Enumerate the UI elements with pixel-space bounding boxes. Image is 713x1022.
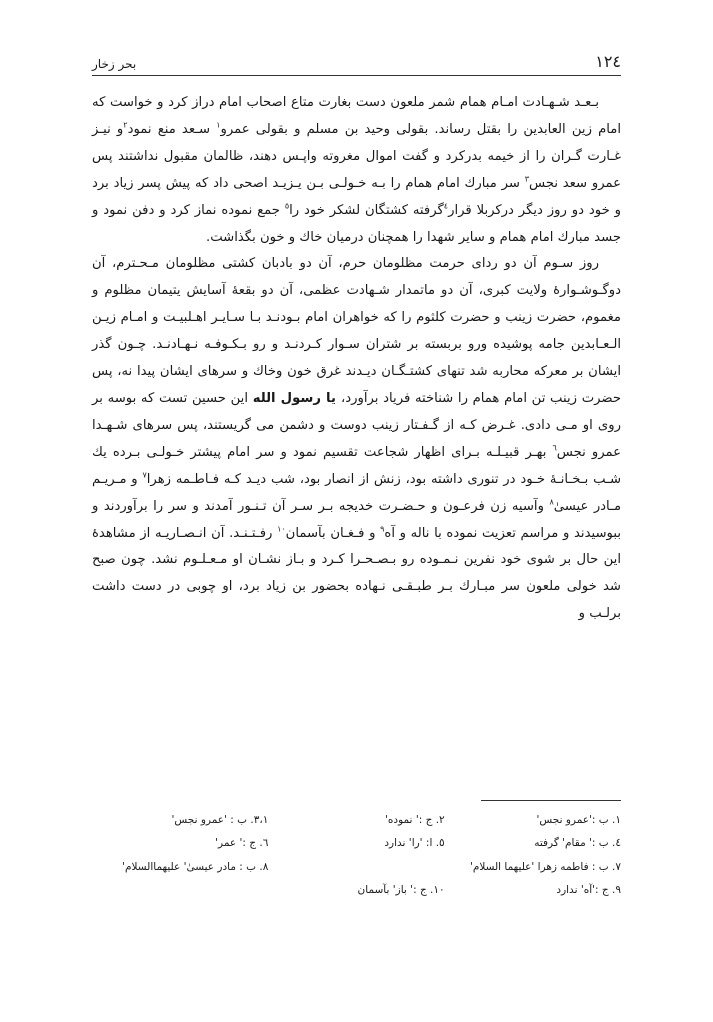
footnote-ref: ٥ — [284, 201, 290, 211]
footnote: ٨. ب : مادر عیسیٰ' علیهماالسلام' — [122, 860, 269, 873]
footnote-row — [92, 808, 621, 832]
text-run: و مـریـم مـادر عیسیٰ — [92, 471, 622, 514]
footnote: ١٠. ج :' باز' بآسمان — [357, 884, 445, 897]
footnote-ref: ٩ — [380, 524, 385, 534]
footnote: ٤. ب :' مقام' گرفته — [534, 837, 621, 850]
text-run: بهـر قبیـلـه بـرای اظهار شجاعت تقسیم نمود و سر امام پیشتر خـولـی بـرده یك شـب بـخـانـۀ خـود در تنوری داشته بود، زنش از انصار بود، شب دیـد کـه فـاطـمه زهرا — [92, 444, 621, 487]
body-text — [92, 90, 621, 628]
paragraph — [92, 90, 621, 251]
text-run: بـعـد شـهـادت امـام همام شمر ملعون دست بغارت متاع اصحاب امام دراز کرد و خواست که امام زین العابدین را بقتل رساند. بقولی وحید بن مسلم و بقولی عمرو — [92, 95, 621, 137]
text-run: جمع نموده نماز کرد و دفن نمود و جسد مبارك امام همام و سایر شهدا را همچنان درمیان خاك و خون بگذاشت. — [92, 202, 621, 245]
text-run: روز سـوم آن دو ردای حرمت مظلومان حرم، آن دو بادبان کشتی مظلومان مـحـترم، آن دوگـوشـوارۀ ولایت کبری، آن دو ماتمدار شـهادت عظمی، آن دو بقعۀ آسایش یتیمان مظلوم و مغموم، حضرت زینب و حضرت کلثوم را که خواهران امام بـودنـد بـا سـایـر اهـلبیـت و امـام زیـن الـعـابدین جامه پوشیده ورو بربسته بر شتران سـوار کـردنـد و رو بـکـوفـه نـهـادنـد. چـون گذر ایشان بر معرکه محاربه شد تنهای کشتـگـان دیـدند غرق خون وخاك و سرهای ایشان پیدا نه، پس حضرت زینب تن امام همام را شناخته فریاد برآورد، — [92, 256, 621, 406]
footnote: ٦. ج :' عمر' — [215, 837, 269, 850]
footnote: ١. ب :'عمرو نجس' — [536, 813, 621, 826]
paragraph — [92, 251, 621, 628]
footnotes — [92, 808, 621, 902]
text-run: و نیـز غـارت گـران را از خیمه بدرکرد و گفت اموال مغروته واپـس دهند، ظالمان مقبول نداشتند پس عمرو سعد نجس — [92, 121, 621, 191]
footnote-ref: ٧ — [142, 470, 147, 480]
footnote: ٩. ج :'آه' ندارد — [556, 884, 621, 897]
footnote-ref: ٦ — [552, 443, 557, 453]
footnote-row — [92, 879, 621, 903]
text-run: سـعد منع نمود — [127, 121, 217, 137]
footnote-row — [92, 832, 621, 856]
footnote-row — [92, 855, 621, 879]
running-title: بحر زخار — [92, 57, 137, 71]
footnote-ref: ٢ — [123, 120, 128, 130]
footnote-ref: ١ — [216, 120, 221, 130]
text-run: و فـغـان بآسمان — [285, 525, 381, 541]
text-run: وآسیه زن فرعـون و حـضـرت خدیجه بـر سـر آن تـنـور آمدند و سر را برآوردند و ببوسیدند و مراسم تعزیت نموده با ناله و آه — [92, 498, 622, 541]
footnote-ref: ١٠ — [277, 524, 286, 534]
footnote: ٥. ا: 'را' ندارد — [384, 837, 445, 850]
text-run: این حسین تست که بوسه بر روی او مـی دادی. غـرض کـه از گـفـتار زینب دوست و دشمن می گریستند، پس سرهای شـهـدا عمرو نجس — [92, 390, 621, 460]
footnote: ٧. ب : فاطمه زهرا 'علیهما السلام' — [469, 860, 621, 873]
footnote: ٢. ج :' نموده' — [385, 813, 445, 826]
footnote: ٣،١. ب : 'عمرو نجس' — [171, 813, 269, 826]
highlighted-phrase: یا رسول الله — [252, 390, 341, 406]
page-header — [92, 46, 621, 76]
footnote-ref: ٣ — [524, 174, 529, 184]
footnote-divider — [481, 800, 621, 801]
page-number: ١٢٤ — [595, 52, 621, 71]
footnote-ref: ٤ — [443, 201, 449, 211]
text-run: سر مبارك امام همام را بـه خـولـی بـن یـزیـد اصحی داد که پیش پسر زیاد برد و خود دو روز دیگر درکربلا قرار — [92, 175, 621, 218]
text-run: رفـتـنـد. آن انـصـاریـه از مشاهدۀ این حال بر شوی خود نفرین نـمـوده رو بـصـحـرا کـرد و بـاز نشـان او مـعـلـوم نشد. چون صبح شد خولی ملعون سر مبـارك بـر طبـقـی نـهاده بحضور بن زیاد برد، او چوبی در دست داشت برلـب و — [92, 525, 621, 622]
footnote-ref: ٨ — [549, 497, 554, 507]
text-run: گرفته کشتگان لشکر خود را — [289, 202, 444, 218]
